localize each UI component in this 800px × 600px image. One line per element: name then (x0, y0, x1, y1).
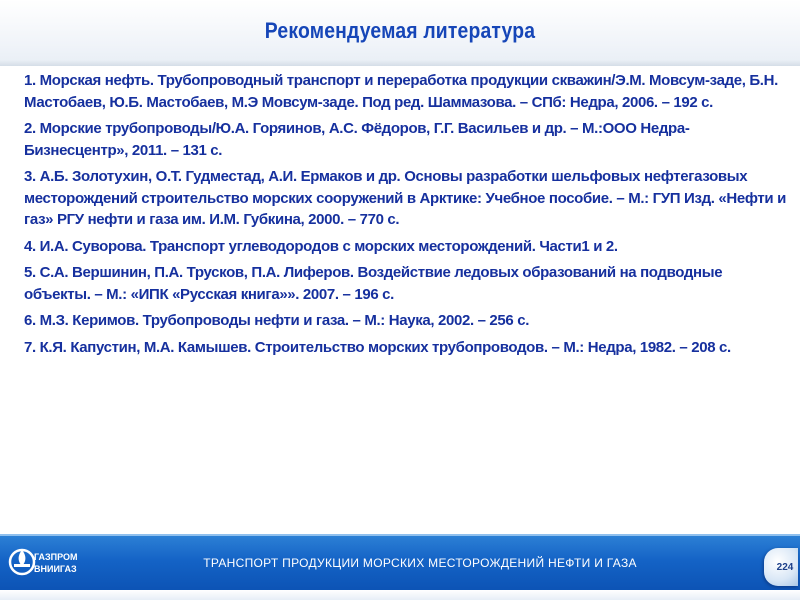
page-title: Рекомендуемая литература (264, 18, 536, 43)
gazprom-vniigaz-logo (8, 542, 78, 584)
reference-item-7: 7. К.Я. Капустин, М.А. Камышев. Строительство морских трубопроводов. – М.: Недра, 1982. – 208 с. (24, 338, 731, 356)
logo-icon (8, 542, 78, 584)
header-shadow (0, 60, 800, 66)
reference-item-2: 2. Морские трубопроводы/Ю.А. Горяинов, А.С. Фёдоров, Г.Г. Васильев и др. – М.:ООО Недра-Бизнесцентр», 2011. – 131 с. (24, 120, 690, 159)
footer-bottom-stripe (0, 590, 800, 600)
course-title: ТРАНСПОРТ ПРОДУКЦИИ МОРСКИХ МЕСТОРОЖДЕНИЙ НЕФТИ И ГАЗА (203, 556, 637, 570)
reference-item-5: 5. С.А. Вершинин, П.А. Трусков, П.А. Лиферов. Воздействие ледовых образований на подводные объекты. – М.: «ИПК «Русская книга»». 2007. – 196 с. (24, 264, 723, 303)
footer-top-line (0, 534, 800, 536)
logo-text-line1: ГАЗПРОМ (34, 552, 78, 562)
logo-text-line2: ВНИИГАЗ (34, 564, 77, 574)
reference-item-4: 4. И.А. Суворова. Транспорт углеводородов с морских месторождений. Части1 и 2. (24, 237, 618, 255)
reference-list (24, 70, 790, 363)
page-number: 224 (776, 562, 794, 573)
reference-item-1: 1. Морская нефть. Трубопроводный транспорт и переработка продукции скважин/Э.М. Мовсум-заде, Б.Н. Мастобаев, Ю.Б. Мастобаев, М.Э Мовсум-заде. Под ред. Шаммазова. – СПб: Недра, 2006. – 192 с. (24, 72, 778, 111)
reference-item-3: 3. А.Б. Золотухин, О.Т. Гудместад, А.И. Ермаков и др. Основы разработки шельфовых нефтегазовых месторождений строительство морских сооружений в Арктике: Учебное пособие. – М.: ГУП Изд. «Нефти и газ» РГУ нефти и газа им. И.М. Губкина, 2000. – 770 с. (24, 168, 786, 228)
reference-item-6: 6. М.З. Керимов. Трубопроводы нефти и газа. – М.: Наука, 2002. – 256 с. (24, 312, 530, 329)
